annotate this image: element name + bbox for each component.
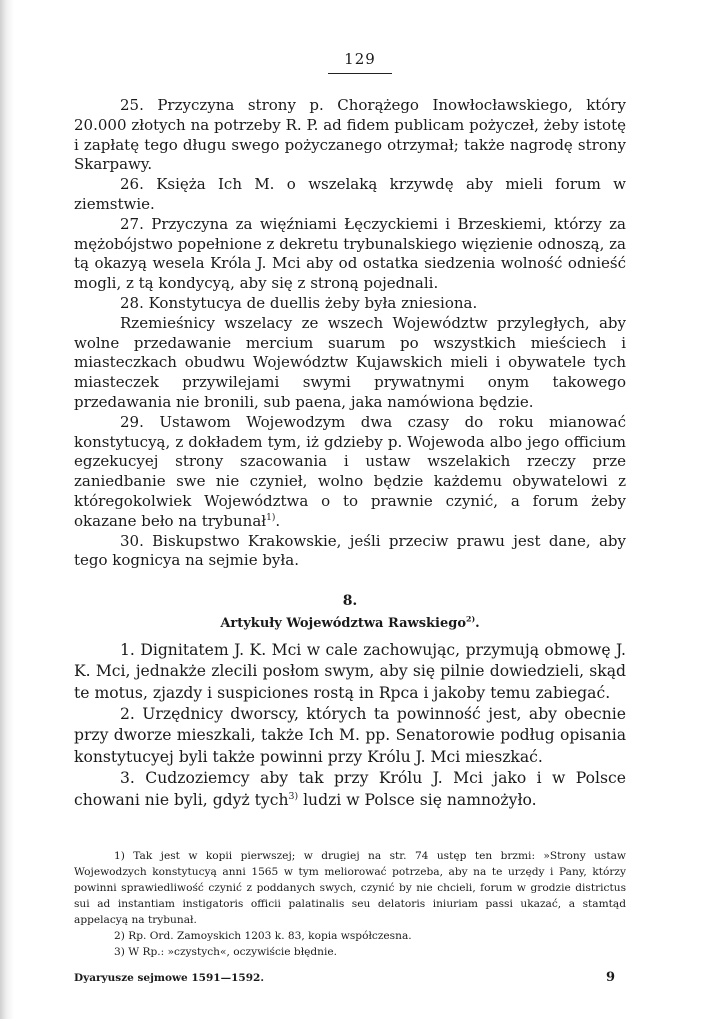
- section-number: 8.: [342, 593, 358, 610]
- section-title-text: Artykuły Województwa Rawskiego: [220, 615, 467, 631]
- paragraph-25: 25. Przyczyna strony p. Chorążego Inowłocławskiego, który 20.000 złotych na potrzeby R. P. ad fidem publicam pożyczeł, żeby istotę i zapłatę tego długu swego pożyczanego otrzymał; także nagrodę strony Skarpawy.: [74, 96, 626, 174]
- paragraph-28: 28. Konstytucya de duellis żeby była zniesiona.: [120, 293, 478, 312]
- page-number-rule: [328, 73, 392, 74]
- footnote-1: 1) Tak jest w kopii pierwszej; w drugiej na str. 74 ustęp ten brzmi: »Strony ustaw Wojewodzych konstytucyą anni 1565 w tym meliorować potrzeba, aby na te urzędy i Pany, którzy powinni sprawiedliwość czynić z poddanych swych, czynić by nie chcieli, forum w grodzie districtus sui ad instantiam instigatoris officii palatinalis seu delatoris iniuriam passi ukazać, a stamtąd appelacyą na trybunał.: [74, 850, 626, 926]
- section-title: Artykuły Województwa Rawskiego$^{2)}$.: [220, 614, 480, 631]
- footnote-3: 3) W Rp.: »czystych«, oczywiście błędnie.: [114, 946, 338, 958]
- footnote-ref-2: 2): [466, 614, 476, 624]
- article-3-text-after: ludzi w Polsce się namnożyło.: [298, 790, 537, 809]
- paragraph-29-text: 29. Ustawom Wojewodzym dwa czasy do roku mianować konstytucyą, z dokładem tym, iż gdzieby p. Wojewoda albo jego officium egzekucyej strony szacowania i ustaw wszelakich rzeczy prze zaniedbanie swe nie czynieł, wolno będzie każdemu obywatelowi z któregokolwiek Województwa o to prawnie czynić, a forum żeby okazane beło na trybunał: [74, 412, 626, 530]
- main-text: [74, 96, 626, 811]
- footer-collection-title: Dyaryusze sejmowe 1591—1592.: [74, 972, 264, 984]
- paragraph-29: 29. Ustawom Wojewodzym dwa czasy do roku mianować konstytucyą, z dokładem tym, iż gdzieby p. Wojewoda albo jego officium egzekucyej strony szacowania i ustaw wszelakich rzeczy prze zaniedbanie swe nie czynieł, wolno będzie każdemu obywatelowi z któregokolwiek Województwa o to prawnie czynić, a forum żeby okazane beło na trybunał$^{1)}$.: [74, 412, 626, 530]
- footer-signature-number: 9: [606, 970, 616, 985]
- paragraph-craftsmen: Rzemieśnicy wszelacy ze wszech Województw przyległych, aby wolne przedawanie mercium suarum po wszystkich mieściech i miasteczkach obudwu Województw Kujawskich mieli i obywatele tych miasteczek przywilejami swymi prywatnymi onym takowego przedawania nie bronili, sub paena, jaka namówiona będzie.: [74, 313, 626, 411]
- paragraph-30: 30. Biskupstwo Krakowskie, jeśli przeciw prawu jest dane, aby tego kognicya na sejmie była.: [74, 531, 626, 570]
- article-2: 2. Urzędnicy dworscy, których ta powinność jest, aby obecnie przy dworze mieszkali, także Ich M. pp. Senatorowie podług opisania konstytucyej byli także powinni przy Królu J. Mci mieszkać.: [74, 704, 626, 766]
- article-1: 1. Dignitatem J. K. Mci w cale zachowując, przymują obmowę J. K. Mci, jednakże zlecili posłom swym, aby się pilnie dowiedzieli, skąd te motus, zjazdy i suspiciones rostą in Rpca i jakoby temu zabiegać.: [74, 640, 626, 702]
- paragraph-27: 27. Przyczyna za więźniami Łęczyckiemi i Brzeskiemi, którzy za mężobójstwo popełnione z dekretu trybunalskiego więzienie odnoszą, za tą okazyą wesela Króla J. Mci aby od ostatka siedzenia wolność odnieść mogli, z tą kondycyą, aby się z stroną pojednali.: [74, 214, 626, 293]
- footnotes: [74, 848, 626, 960]
- footnote-2: 2) Rp. Ord. Zamoyskich 1203 k. 83, kopia współczesna.: [114, 930, 412, 942]
- section-body: [74, 640, 626, 811]
- page-edge-shadow: [0, 0, 14, 1019]
- article-3: [74, 768, 626, 811]
- footnote-ref-3: 3): [288, 790, 299, 802]
- article-3-text-before: 3. Cudzoziemcy aby tak przy Królu J. Mci jako i w Polsce chowani nie byli, gdyż tych: [74, 769, 626, 809]
- page-number: 129: [344, 50, 376, 68]
- footnote-ref-1: 1): [266, 512, 276, 523]
- paragraph-26: 26. Księża Ich M. o wszelaką krzywdę aby mieli forum w ziemstwie.: [74, 175, 626, 213]
